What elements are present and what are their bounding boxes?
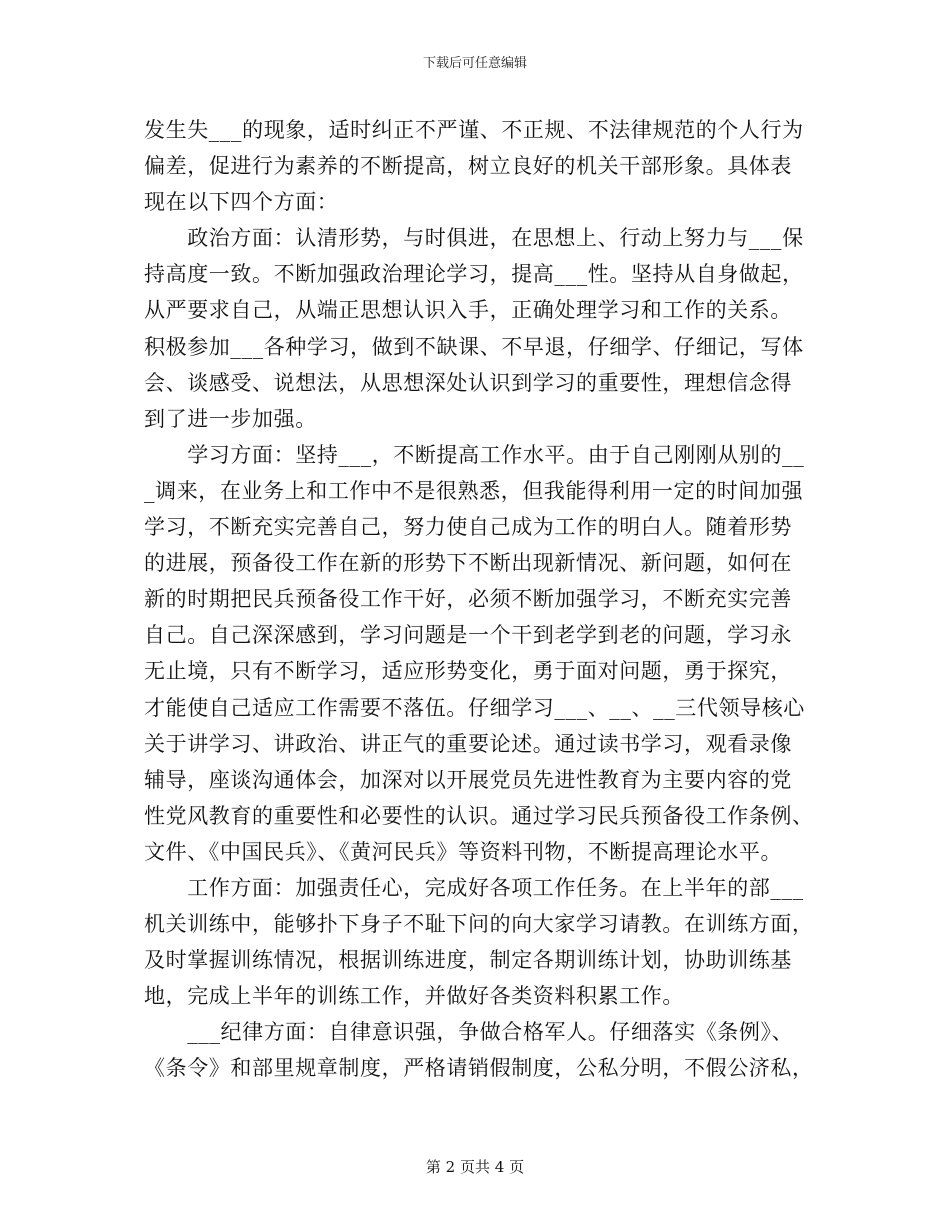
page-header: 下载后可任意编辑 [422, 56, 527, 71]
text-line: 发生失___的现象，适时纠正不严谨、不正规、不法律规范的个人行为 [144, 118, 804, 142]
text-line: 性党风教育的重要性和必要性的认识。通过学习民兵预备役工作条例、 [144, 803, 814, 828]
text-line: 会、谈感受、说想法，从思想深处认识到学习的重要性，理想信念得 [144, 370, 792, 395]
text-line: 才能使自己适应工作需要不落伍。仔细学习___、__、__三代领导核心 [144, 695, 805, 720]
text-line: 及时掌握训练情况，根据训练进度，制定各期训练计划，协助训练基 [144, 948, 792, 973]
text-line: 文件、《中国民兵》、《黄河民兵》等资料刊物，不断提高理论水平。 [144, 839, 783, 864]
text-line: 现在以下四个方面： [144, 190, 339, 215]
text-line: 学习方面：坚持___，不断提高工作水平。由于自己刚刚从别的__ [144, 442, 805, 467]
text-line: 无止境，只有不断学习，适应形势变化，勇于面对问题，勇于探究， [144, 659, 792, 684]
text-line: 的进展，预备役工作在新的形势下不断出现新情况、新问题，如何在 [144, 551, 792, 576]
text-line: 政治方面：认清形势，与时俱进，在思想上、行动上努力与___保 [144, 226, 804, 251]
text-line: 辅导，座谈沟通体会，加深对以开展党员先进性教育为主要内容的党 [144, 767, 792, 792]
text-line: 自己。自己深深感到，学习问题是一个干到老学到老的问题，学习永 [144, 623, 792, 648]
text-line: 从严要求自己，从端正思想认识入手，正确处理学习和工作的关系。 [144, 298, 792, 323]
text-line: 新的时期把民兵预备役工作干好，必须不断加强学习，不断充实完善 [144, 587, 792, 612]
text-line: 到了进一步加强。 [144, 406, 317, 431]
text-line: 机关训练中，能够扑下身子不耻下问的向大家学习请教。在训练方面， [144, 912, 814, 937]
text-line: 持高度一致。不断加强政治理论学习，提高___性。坚持从自身做起， [144, 262, 804, 287]
text-line: 《条令》和部里规章制度，严格请销假制度，公私分明，不假公济私， [144, 1056, 814, 1081]
text-line: 偏差，促进行为素养的不断提高，树立良好的机关干部形象。具体表 [144, 154, 792, 179]
text-line: 学习，不断充实完善自己，努力使自己成为工作的明白人。随着形势 [144, 515, 792, 540]
text-line: 关于讲学习、讲政治、讲正气的重要论述。通过读书学习，观看录像 [144, 731, 792, 756]
text-line: 积极参加___各种学习，做到不缺课、不早退，仔细学、仔细记，写体 [144, 334, 804, 359]
text-line: 工作方面：加强责任心，完成好各项工作任务。在上半年的部___ [144, 875, 804, 900]
page-footer: 第 2 页共 4 页 [425, 1158, 525, 1176]
text-line: ___纪律方面：自律意识强，争做合格军人。仔细落实《条例》、 [144, 1020, 794, 1045]
document-body [144, 112, 812, 1087]
text-line: 地，完成上半年的训练工作，并做好各类资料积累工作。 [144, 984, 684, 1009]
text-line: _调来，在业务上和工作中不是很熟悉，但我能得利用一定的时间加强 [144, 478, 804, 503]
